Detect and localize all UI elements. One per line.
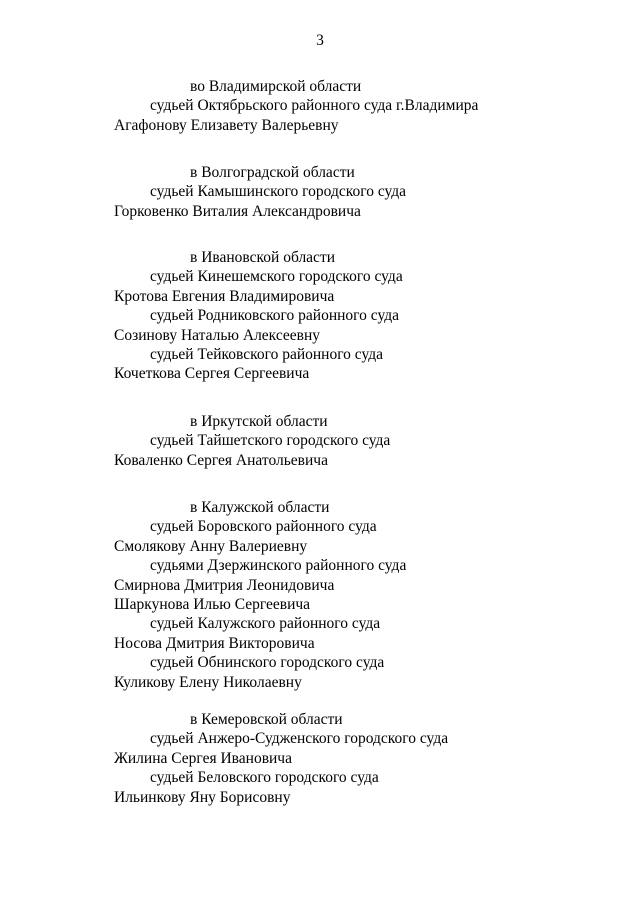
court-line: судьей Кинешемского городского суда — [150, 268, 403, 286]
court-line: судьей Октябрьского районного суда г.Владимира — [150, 97, 479, 115]
court-line: судьей Тайшетского городского суда — [150, 432, 391, 450]
appointee-name: Шаркунова Илью Сергеевича — [114, 595, 311, 613]
appointee-name: Горковенко Виталия Александровича — [114, 202, 361, 220]
appointee-name: Ильинкову Яну Борисовну — [114, 788, 291, 806]
appointee-name: Куликову Елену Николаевну — [114, 673, 302, 691]
region-heading: в Кемеровской области — [190, 711, 343, 728]
region-section-volgograd — [0, 163, 640, 221]
region-heading: в Калужской области — [190, 499, 330, 516]
appointee-name: Коваленко Сергея Анатольевича — [114, 451, 328, 469]
appointee-name: Кротова Евгения Владимировича — [114, 287, 335, 305]
appointee-name: Созинову Наталью Алексеевну — [114, 326, 321, 344]
court-line: судьей Калужского районного суда — [150, 615, 381, 633]
court-line: судьей Родниковского районного суда — [150, 307, 399, 325]
region-heading: во Владимирской области — [190, 78, 362, 95]
court-line: судьями Дзержинского районного суда — [150, 557, 407, 575]
court-line: судьей Тейковского районного суда — [150, 345, 384, 363]
appointee-name: Смолякову Анну Валериевну — [114, 537, 308, 555]
region-heading: в Ивановской области — [190, 249, 336, 266]
region-heading: в Иркутской области — [190, 413, 328, 430]
court-line: судьей Анжеро-Судженского городского суда — [150, 730, 449, 748]
appointee-name: Жилина Сергея Ивановича — [114, 749, 292, 767]
region-section-ivanovo — [0, 248, 640, 384]
court-line: судьей Камышинского городского суда — [150, 183, 407, 201]
region-section-kaluga — [0, 498, 640, 692]
court-line: судьей Боровского районного суда — [150, 518, 377, 536]
region-heading: в Волгоградской области — [190, 164, 355, 181]
appointee-name: Кочеткова Сергея Сергеевича — [114, 365, 310, 383]
page-number: 3 — [316, 32, 324, 49]
court-line: судьей Обнинского городского суда — [150, 654, 385, 672]
region-section-vladimir — [0, 77, 640, 135]
region-section-kemerovo — [0, 710, 640, 807]
appointee-name: Носова Дмитрия Викторовича — [114, 634, 315, 652]
appointee-name: Смирнова Дмитрия Леонидовича — [114, 576, 335, 594]
court-line: судьей Беловского городского суда — [150, 769, 379, 787]
region-section-irkutsk — [0, 412, 640, 470]
appointee-name: Агафонову Елизавету Валерьевну — [114, 116, 339, 134]
